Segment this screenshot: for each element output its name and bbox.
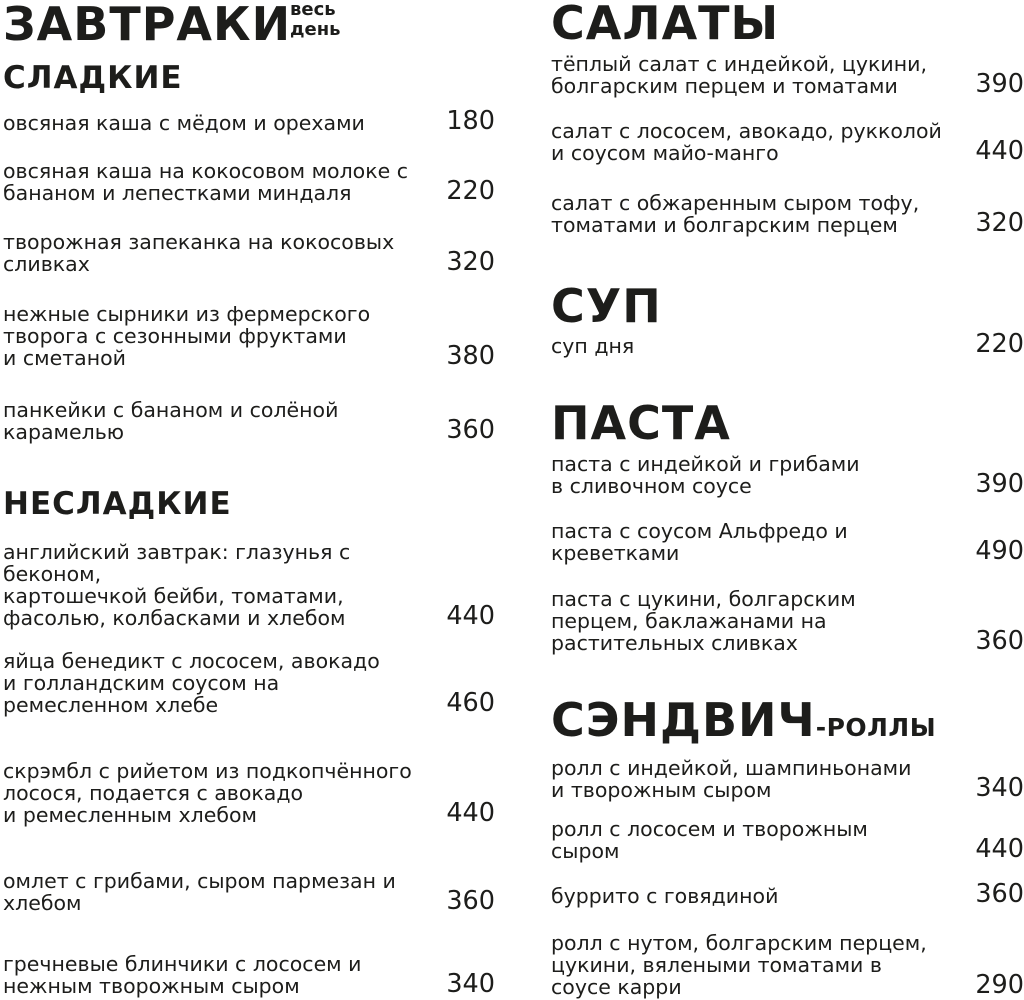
menu-item bbox=[551, 120, 1024, 164]
menu-item bbox=[551, 453, 1024, 497]
section-title-sandwich bbox=[551, 693, 937, 747]
item-name: ролл с лососем и творожным сыром bbox=[551, 817, 868, 863]
menu-item bbox=[3, 303, 495, 369]
menu-item bbox=[3, 106, 495, 136]
sandwich-title-suffix: -РОЛЛЫ bbox=[815, 713, 937, 742]
item-name: паста с цукини, болгарским перцем, баклажанами на растительных сливках bbox=[551, 587, 856, 655]
item-price: 320 bbox=[975, 208, 1024, 238]
item-name: паста с соусом Альфредо и креветками bbox=[551, 519, 848, 565]
item-price: 440 bbox=[446, 601, 495, 631]
item-price: 290 bbox=[975, 970, 1024, 1000]
section-title-pasta: ПАСТА bbox=[551, 396, 731, 450]
menu-column-left bbox=[3, 0, 495, 1000]
menu-item bbox=[551, 520, 1024, 564]
item-price: 360 bbox=[975, 879, 1024, 909]
menu-item bbox=[551, 879, 1024, 909]
menu-item bbox=[3, 231, 495, 275]
item-name: творожная запеканка на кокосовых сливках bbox=[3, 230, 395, 276]
item-name: нежные сырники из фермерского творога с сезонными фруктами и сметаной bbox=[3, 302, 371, 370]
sandwich-title-main: СЭНДВИЧ bbox=[551, 693, 816, 747]
menu-item bbox=[3, 541, 495, 629]
item-price: 220 bbox=[446, 176, 495, 206]
item-price: 320 bbox=[446, 247, 495, 277]
item-name: тёплый салат с индейкой, цукини, болгарским перцем и томатами bbox=[551, 52, 927, 98]
item-price: 220 bbox=[975, 329, 1024, 359]
item-price: 440 bbox=[446, 798, 495, 828]
item-price: 340 bbox=[975, 773, 1024, 803]
menu-item bbox=[551, 329, 1024, 359]
item-name: суп дня bbox=[551, 334, 635, 358]
menu-item bbox=[3, 760, 495, 826]
item-price: 380 bbox=[446, 341, 495, 371]
menu-item bbox=[551, 818, 1024, 862]
item-name: омлет с грибами, сыром пармезан и хлебом bbox=[3, 869, 396, 915]
item-price: 390 bbox=[975, 469, 1024, 499]
item-price: 340 bbox=[446, 969, 495, 999]
item-name: овсяная каша на кокосовом молоке с бананом и лепестками миндаля bbox=[3, 159, 409, 205]
item-price: 440 bbox=[975, 136, 1024, 166]
section-title-soup: СУП bbox=[551, 279, 662, 333]
item-price: 360 bbox=[975, 626, 1024, 656]
menu-item bbox=[551, 757, 1024, 801]
item-name: скрэмбл с рийетом из подкопчённого лосося, подается с авокадо и ремесленным хлебом bbox=[3, 759, 412, 827]
menu-item bbox=[551, 192, 1024, 236]
menu-item bbox=[551, 588, 1024, 654]
item-price: 440 bbox=[975, 834, 1024, 864]
item-name: салат с лососем, авокадо, рукколой и соусом майо-манго bbox=[551, 119, 942, 165]
menu-item bbox=[3, 399, 495, 443]
item-price: 490 bbox=[975, 536, 1024, 566]
item-price: 360 bbox=[446, 415, 495, 445]
menu-item bbox=[551, 53, 1024, 97]
item-name: ролл с индейкой, шампиньонами и творожным сыром bbox=[551, 756, 912, 802]
item-name: салат с обжаренным сыром тофу, томатами и болгарским перцем bbox=[551, 191, 920, 237]
item-name: гречневые блинчики с лососем и нежным творожным сыром bbox=[3, 952, 362, 998]
subsection-title-sweet: СЛАДКИЕ bbox=[3, 60, 183, 96]
menu-item bbox=[3, 870, 495, 914]
breakfast-all-day-note: весь день bbox=[290, 0, 341, 40]
item-name: панкейки с бананом и солёной карамелью bbox=[3, 398, 339, 444]
item-price: 460 bbox=[446, 688, 495, 718]
item-name: паста с индейкой и грибами в сливочном соусе bbox=[551, 452, 860, 498]
item-name: ролл с нутом, болгарским перцем, цукини, вялеными томатами в соусе карри bbox=[551, 931, 927, 999]
subsection-title-savory: НЕСЛАДКИЕ bbox=[3, 486, 232, 522]
item-price: 360 bbox=[446, 886, 495, 916]
item-name: яйца бенедикт с лососем, авокадо и голландским соусом на ремесленном хлебе bbox=[3, 649, 380, 717]
menu-item bbox=[3, 953, 495, 997]
menu-item bbox=[3, 160, 495, 204]
menu-item bbox=[3, 650, 495, 716]
item-name: английский завтрак: глазунья с беконом, картошечкой бейби, томатами, фасолью, колбасками и хлебом bbox=[3, 540, 351, 630]
item-price: 180 bbox=[446, 106, 495, 136]
section-title-breakfast: ЗАВТРАКИ bbox=[3, 0, 292, 51]
item-name: овсяная каша с мёдом и орехами bbox=[3, 111, 365, 135]
item-name: буррито с говядиной bbox=[551, 884, 779, 908]
section-title-salads: САЛАТЫ bbox=[551, 0, 780, 50]
item-price: 390 bbox=[975, 69, 1024, 99]
menu-column-right bbox=[551, 0, 1024, 1000]
menu-item bbox=[551, 932, 1024, 998]
